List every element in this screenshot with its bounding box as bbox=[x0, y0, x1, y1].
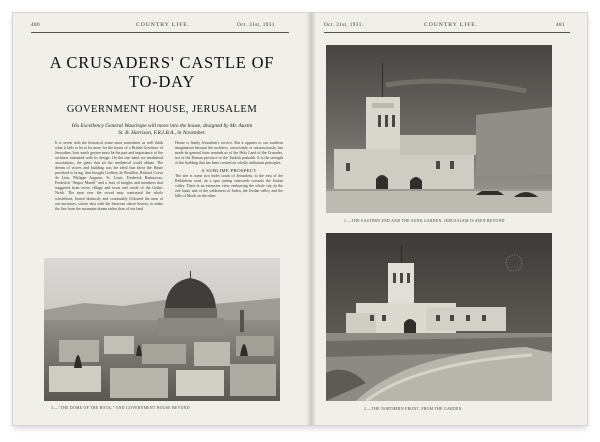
right-page-number: 481 bbox=[556, 22, 565, 28]
section-subheading: A SUBLIME PROSPECT bbox=[201, 168, 257, 174]
eastern-end-photo bbox=[326, 45, 552, 213]
eastern-end-caption: 1.—THE EASTERN END AND THE SUNK GARDEN. JERUSALEM IS SEEN BEYOND bbox=[344, 219, 505, 223]
body-column-2-text: House is firmly Jerusalem's service. But it appears to our southern imagination because the architect, consciously or unconsciously, has made its general form reminds us of the Holy Land of the Crusades, not of the Roman province or the Turkish pashalik. It is the strength of the building that has been created on wholly utilitarian principles. bbox=[175, 141, 283, 166]
body-column-2-text-b: The site is some two miles south of Jerusalem, to the east of the Bethlehem road, on a spur jutting eastwards towards the Jordan valley. There is an extensive view, embracing the whole city on the one hand, and of the wilderness of Judea, the Jordan valley and the hills of Moab on the other. bbox=[175, 174, 283, 199]
standfirst-line-1: His Excellency General Wauchope will move into the house, designed by Mr. Austin bbox=[71, 123, 253, 129]
right-header-rule bbox=[324, 32, 570, 33]
right-page bbox=[310, 13, 587, 425]
article-title-line-2: TO-DAY bbox=[128, 72, 196, 91]
standfirst-line-2: St. B. Harrison, F.R.I.B.A., in November. bbox=[118, 129, 206, 136]
northern-front-caption: 2.—THE NORTHERN FRONT, FROM THE GARDEN bbox=[364, 407, 462, 411]
dome-photo-caption: 3.—"THE DOME OF THE ROCK," AND GOVERNMENT HOUSE BEYOND bbox=[51, 406, 190, 410]
left-page-number: 480 bbox=[31, 22, 40, 28]
dome-of-the-rock-photo bbox=[44, 258, 280, 401]
body-column-1: It is seven with the historical sense must sometimes as well think what it fails to be to be more for the house of a British Governor of Jerusalem, how much greater must be the part and importance of the architect entrusted with its design. On the one hand are mediaeval associations, the plans that set the mediaeval world ablaze. The dream of voices and building was the ideal that those the Haute preached to bring, that brought Godfrey de Bouillon, Richard Coeur de Lion, Philippe Auguste, St. Louis, Frederick Barbarossa, Frederick "Stupor Mundi" and a host of knights and members that staggered from every village and town and castle of the Gothic North. The men over the sword may contrasted the whole wholeheart, feared distinctly and continually followed the men of our ancestors, whose dust with the Saracens where history, to make the line from the mountain dream rather than of our land. bbox=[55, 141, 163, 211]
magazine-spread bbox=[13, 13, 587, 425]
article-title bbox=[35, 53, 289, 91]
article-body bbox=[55, 141, 283, 253]
article-standfirst bbox=[53, 123, 271, 137]
right-issue-date: Oct. 31st, 1931. bbox=[324, 22, 364, 28]
left-issue-date: Oct. 31st, 1931 bbox=[237, 22, 275, 28]
article-subtitle: GOVERNMENT HOUSE, JERUSALEM bbox=[66, 104, 258, 115]
northern-front-photo bbox=[326, 233, 552, 401]
left-magazine-name: COUNTRY LIFE. bbox=[136, 22, 191, 28]
body-column-2 bbox=[175, 141, 283, 253]
left-header-rule bbox=[31, 32, 289, 33]
left-page bbox=[13, 13, 310, 425]
article-title-line-1: A CRUSADERS' CASTLE OF bbox=[49, 53, 275, 72]
right-magazine-name: COUNTRY LIFE. bbox=[424, 22, 479, 28]
